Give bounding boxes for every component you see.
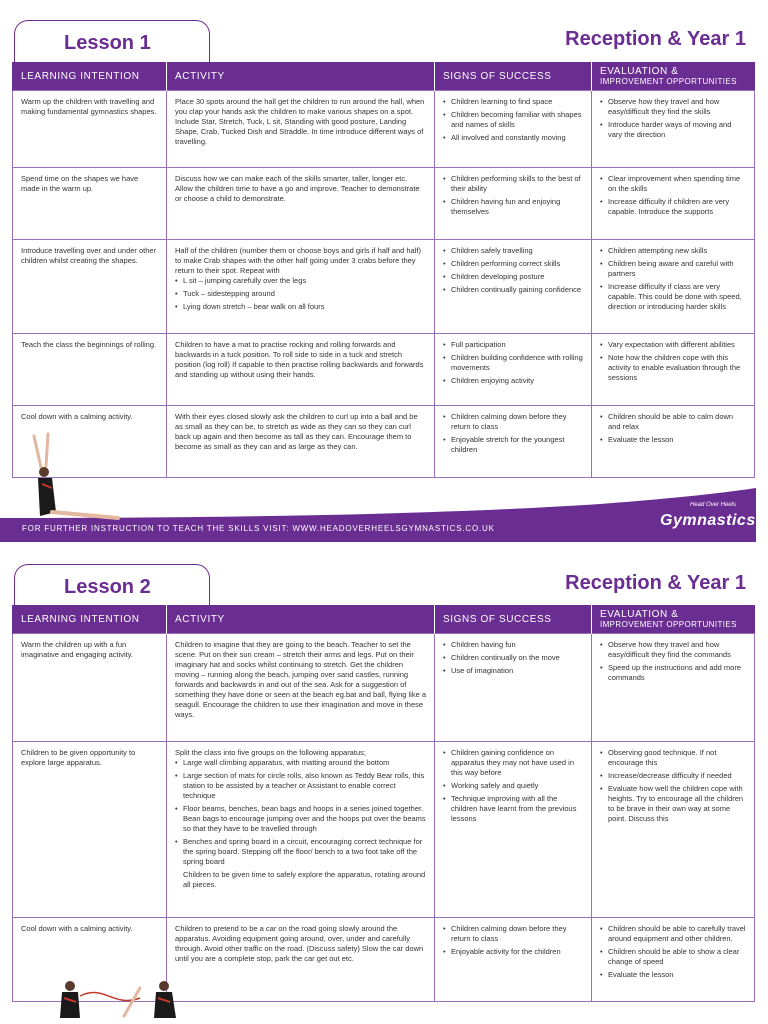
list-item: • Full participation xyxy=(443,340,583,350)
header-evaluation-top: EVALUATION & xyxy=(600,609,679,620)
list-item: • Evaluate how well the children cope with heights. Try to encourage all the children to be brave in their own way at some point. Discuss this xyxy=(600,784,746,824)
learning-cell: Cool down with a calming activity. xyxy=(13,918,167,1002)
table-row xyxy=(13,334,755,406)
gymnasts-ribbon-image xyxy=(44,978,194,1024)
evaluation-cell xyxy=(592,742,755,918)
header-activity: ACTIVITY xyxy=(167,62,435,91)
learning-cell: Warm up the children with travelling and making fundamental gymnastics shapes. xyxy=(13,91,167,168)
list-item: • Observing good technique. If not encourage this xyxy=(600,748,746,768)
evaluation-cell xyxy=(592,334,755,406)
learning-cell: Spend time on the shapes we have made in the warm up. xyxy=(13,168,167,240)
year-group-title: Reception & Year 1 xyxy=(565,28,746,50)
list-item: • Observe how they travel and how easy/difficult they find the skills xyxy=(600,97,746,117)
learning-cell: Teach the class the beginnings of rolling. xyxy=(13,334,167,406)
list-item: • Enjoyable activity for the children xyxy=(443,947,583,957)
list-item: • Children attempting new skills xyxy=(600,246,746,256)
lesson-2-table xyxy=(12,605,755,1002)
list-item: • Floor beams, benches, bean bags and hoops in a series joined together. Bean bags to encourage jumping over and the hoops put over the beams so that they have to be travelled through xyxy=(175,804,426,834)
table-row xyxy=(13,742,755,918)
list-item: • Children safely travelling xyxy=(443,246,583,256)
evaluation-cell xyxy=(592,91,755,168)
list-item: • Children should be able to carefully travel around equipment and other children. xyxy=(600,924,746,944)
activity-cell: Children to imagine that they are going to the beach. Teacher to set the scene. Put on their sun cream – stretch their arms and legs. Put on their imaginary hat and socks whilst continuing to stretch. Get the children moving – running along the beach, jumping over sand castles, running forwards and backwards in and out of the sea. Ask for a suggestion of something they have done or seen at the beach eg.bat and ball, flying like a seagull. Encourage the children to use their imagination and move in these ways. xyxy=(167,634,435,742)
evaluation-cell xyxy=(592,240,755,334)
success-cell xyxy=(435,334,592,406)
success-cell xyxy=(435,406,592,478)
lesson-title: Lesson 1 xyxy=(64,32,151,54)
success-cell xyxy=(435,91,592,168)
list-item: • Children enjoying activity xyxy=(443,376,583,386)
list-item: • Children should be able to show a clear change of speed xyxy=(600,947,746,967)
list-item: • Children calming down before they return to class xyxy=(443,924,583,944)
lesson-2-page xyxy=(0,548,768,1024)
list-item: • Children performing skills to the best of their ability xyxy=(443,174,583,194)
header-signs-of-success: SIGNS OF SUCCESS xyxy=(435,62,592,91)
header-learning-intention: LEARNING INTENTION xyxy=(13,62,167,91)
footer-website-text: FOR FURTHER INSTRUCTION TO TEACH THE SKILLS VISIT: WWW.HEADOVERHEELSGYMNASTICS.CO.UK xyxy=(22,524,495,533)
list-item: • Observe how they travel and how easy/difficult they find the commands xyxy=(600,640,746,660)
list-item: • Evaluate the lesson xyxy=(600,970,746,980)
table-row xyxy=(13,634,755,742)
list-item: • Introduce harder ways of moving and vary the direction xyxy=(600,120,746,140)
list-item: • Children gaining confidence on apparatus they may not have used in this way before xyxy=(443,748,583,778)
table-row xyxy=(13,91,755,168)
list-item: • Clear improvement when spending time on the skills xyxy=(600,174,746,194)
gymnast-sitting-image xyxy=(26,432,126,524)
list-item: • Technique improving with all the children have learnt from the previous lessons xyxy=(443,794,583,824)
header-signs-of-success: SIGNS OF SUCCESS xyxy=(435,605,592,634)
list-item: • Children being aware and careful with partners xyxy=(600,259,746,279)
list-item: • Children developing posture xyxy=(443,272,583,282)
lesson-title: Lesson 2 xyxy=(64,576,151,598)
lesson-1-table xyxy=(12,62,755,478)
header-evaluation xyxy=(592,62,755,91)
learning-cell: Introduce travelling over and under other children whilst creating the shapes. xyxy=(13,240,167,334)
list-item: • Children becoming familiar with shapes and names of skills xyxy=(443,110,583,130)
brand-logo: Gymnastics! xyxy=(660,512,762,529)
success-cell xyxy=(435,742,592,918)
learning-cell: Cool down with a calming activity. xyxy=(13,406,167,478)
activity-cell xyxy=(167,240,435,334)
table-header-row xyxy=(13,62,755,91)
learning-cell: Warm the children up with a fun imaginative and engaging activity. xyxy=(13,634,167,742)
list-item: • Use of imagination xyxy=(443,666,583,676)
list-item: • Children learning to find space xyxy=(443,97,583,107)
list-item: • Increase difficulty if children are very capable. Introduce the supports xyxy=(600,197,746,217)
success-cell xyxy=(435,240,592,334)
list-item: • Vary expectation with different abilities xyxy=(600,340,746,350)
header-evaluation-top: EVALUATION & xyxy=(600,66,679,77)
list-item: • Benches and spring board in a circuit, encouraging correct technique for the spring board. Stepping off the floor/ bench to a two foot take off the spring board xyxy=(175,837,426,867)
list-item: • Children continually gaining confidence xyxy=(443,285,583,295)
header-activity: ACTIVITY xyxy=(167,605,435,634)
activity-cell: Place 30 spots around the hall get the children to run around the hall, when you clap your hands ask the children to make various shapes on a spot. Include Star, Stretch, Tuck, L sit, Standing with good posture, Landing Shape, Crab, Tucked Dish and Straddle. In time introduce different ways of travelling. xyxy=(167,91,435,168)
evaluation-cell xyxy=(592,168,755,240)
evaluation-cell xyxy=(592,406,755,478)
list-item: • L sit – jumping carefully over the legs xyxy=(175,276,426,286)
list-item: • Note how the children cope with this activity to enable evaluation through the sessions xyxy=(600,353,746,383)
success-cell xyxy=(435,918,592,1002)
list-item: • Children building confidence with rolling movements xyxy=(443,353,583,373)
success-cell xyxy=(435,634,592,742)
list-item: • Speed up the instructions and add more commands xyxy=(600,663,746,683)
list-item: • Working safely and quietly xyxy=(443,781,583,791)
activity-text: Split the class into five groups on the following apparatus; xyxy=(175,748,366,757)
list-item: • Tuck – sidestepping around xyxy=(175,289,426,299)
list-item: • Children continually on the move xyxy=(443,653,583,663)
list-item: • Children performing correct skills xyxy=(443,259,583,269)
table-row xyxy=(13,240,755,334)
table-row xyxy=(13,168,755,240)
list-item: • Lying down stretch – bear walk on all fours xyxy=(175,302,426,312)
success-cell xyxy=(435,168,592,240)
list-item: • Large section of mats for circle rolls, also known as Teddy Bear rolls, this station to be assisted by a teacher or Assistant to enable correct technique xyxy=(175,771,426,801)
list-item: • Increase/decrease difficulty if needed xyxy=(600,771,746,781)
activity-cell: With their eyes closed slowly ask the children to curl up into a ball and be as small as they can be, to stretch as wide as they can so they can curl back up again and then become as tall as they can. Encourage them to become as small as they can and as large as they can. xyxy=(167,406,435,478)
activity-cell: Children to have a mat to practise rocking and rolling forwards and backwards in a tuck position. To roll side to side in a tuck and stretch position (log roll) If capable to then practise rolling backwards and forwards and standing up without using their hands. xyxy=(167,334,435,406)
logo-tagline: Head Over Heels xyxy=(690,502,737,508)
list-item: • All involved and constantly moving xyxy=(443,133,583,143)
header-learning-intention: LEARNING INTENTION xyxy=(13,605,167,634)
list-item: • Large wall climbing apparatus, with matting around the bottom xyxy=(175,758,426,768)
activity-cell xyxy=(167,742,435,918)
list-item: • Evaluate the lesson xyxy=(600,435,746,445)
header-evaluation xyxy=(592,605,755,634)
list-item: • Children having fun and enjoying themselves xyxy=(443,197,583,217)
header-evaluation-bottom: IMPROVEMENT OPPORTUNITIES xyxy=(600,620,737,629)
table-header-row xyxy=(13,605,755,634)
evaluation-cell xyxy=(592,918,755,1002)
year-group-title: Reception & Year 1 xyxy=(565,572,746,594)
list-item: • Children calming down before they return to class xyxy=(443,412,583,432)
list-item: • Enjoyable stretch for the youngest children xyxy=(443,435,583,455)
activity-cell: Children to pretend to be a car on the road going slowly around the apparatus. Avoiding equipment going around, over, under and carefully through. Avoid other traffic on the road. (Discuss safety) Slow the car down until you are a complete stop, park the car get out etc. xyxy=(167,918,435,1002)
learning-cell: Children to be given opportunity to explore large apparatus. xyxy=(13,742,167,918)
activity-cell: Discuss how we can make each of the skills smarter, taller, longer etc. Allow the children time to have a go and improve. Teacher to demonstrate or choose a child to demonstrate. xyxy=(167,168,435,240)
evaluation-cell xyxy=(592,634,755,742)
list-item: • Increase difficulty if class are very capable. This could be done with speed, direction or introducing harder skills xyxy=(600,282,746,312)
list-item: • Children having fun xyxy=(443,640,583,650)
header-evaluation-bottom: IMPROVEMENT OPPORTUNITIES xyxy=(600,77,737,86)
activity-closing-text: Children to be given time to safely explore the apparatus, rotating around all pieces. xyxy=(183,870,426,889)
activity-text: Half of the children (number them or choose boys and girls if half and half) to make Crab shapes with the other half going under 3 crabs before they return to their spot. Repeat with xyxy=(175,246,421,275)
list-item: • Children should be able to calm down and relax xyxy=(600,412,746,432)
